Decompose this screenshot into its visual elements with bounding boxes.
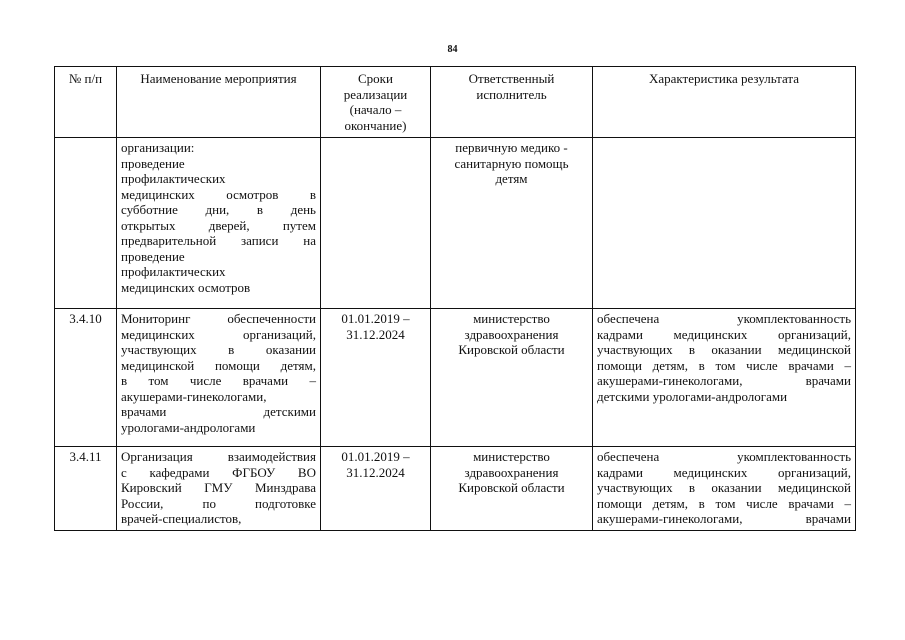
text-line: министерство [473,311,550,326]
text-line: санитарную помощь [454,155,569,171]
executor-cell [431,447,593,531]
text-line: участвующих в оказании [121,342,316,357]
header-dates-line: окончание) [344,117,407,133]
text-line: 31.12.2024 [346,464,405,480]
text-line: 31.12.2024 [346,326,405,342]
text-line: открытых дверей, путем [121,217,316,233]
table-header-row [55,67,856,138]
header-result: Характеристика результата [593,67,856,138]
text-line: кадрами медицинских организаций, [597,326,851,342]
text-line: участвующих в оказании медицинской [597,480,851,495]
text-line: акушерами-гинекологами, врачами [597,373,851,388]
table-row [55,447,856,531]
text-line: министерство [473,449,550,464]
text-line: в том числе врачами – [121,373,316,388]
text-line: профилактических [121,264,226,279]
row-number-cell [55,138,117,309]
text-line: медицинских организаций, [121,326,316,342]
text-line: участвующих в оказании медицинской [597,342,851,357]
text-line: врачами детскими [121,404,316,419]
text-line: обеспечена укомплектованность [597,449,851,464]
dates-cell [321,447,431,531]
table-row [55,309,856,447]
text-line: здравоохранения [464,464,559,480]
header-executor [431,67,593,138]
header-executor-line: Ответственный [468,71,555,86]
text-line: Кировской области [458,342,565,357]
text-line: кадрами медицинских организаций, [597,464,851,480]
text-line: с кафедрами ФГБОУ ВО [121,464,316,480]
text-line: врачей-специалистов, [121,511,242,526]
header-activity-name: Наименование мероприятия [117,67,321,138]
result-cell [593,138,856,309]
text-line: 01.01.2019 – [341,311,410,326]
executor-cell [431,309,593,447]
table-row [55,138,856,309]
text-line: помощи детям, в том числе врачами – [597,357,851,373]
text-line: профилактических [121,171,226,186]
header-dates-line: Сроки [358,71,393,86]
result-cell [593,309,856,447]
text-line: проведение [121,248,185,264]
text-line: медицинских осмотров [121,279,251,295]
text-line: субботние дни, в день [121,202,316,217]
text-line: России, по подготовке [121,495,316,511]
text-line: Кировский ГМУ Минздрава [121,480,316,495]
text-line: акушерами-гинекологами, [121,388,267,404]
header-number: № п/п [55,67,117,138]
activities-table [54,66,856,531]
text-line: помощи детям, в том числе врачами – [597,495,851,511]
text-line: медицинских осмотров в [121,186,316,202]
row-number-cell: 3.4.11 [55,447,117,531]
header-executor-line: исполнитель [476,86,547,102]
activity-name-cell [117,309,321,447]
text-line: здравоохранения [464,326,559,342]
text-line: Организация взаимодействия [121,449,316,464]
header-dates [321,67,431,138]
text-line: медицинской помощи детям, [121,357,316,373]
text-line: организации: [121,140,195,155]
row-number-cell: 3.4.10 [55,309,117,447]
text-line: акушерами-гинекологами, врачами [597,511,851,526]
text-line: 01.01.2019 – [341,449,410,464]
result-cell [593,447,856,531]
text-line: урологами-андрологами [121,419,256,435]
dates-cell [321,138,431,309]
dates-cell [321,309,431,447]
text-line: обеспечена укомплектованность [597,311,851,326]
text-line: Мониторинг обеспеченности [121,311,316,326]
header-dates-line: (начало – [349,102,402,117]
page-number: 84 [447,44,458,55]
executor-cell [431,138,593,309]
text-line: проведение [121,155,185,171]
text-line: Кировской области [458,480,565,495]
text-line: предварительной записи на [121,233,316,248]
text-line: детям [495,171,528,186]
activity-name-cell [117,138,321,309]
activity-name-cell [117,447,321,531]
header-dates-line: реализации [343,86,408,102]
text-line: первичную медико - [455,140,568,155]
text-line: детскими урологами-андрологами [597,388,788,404]
